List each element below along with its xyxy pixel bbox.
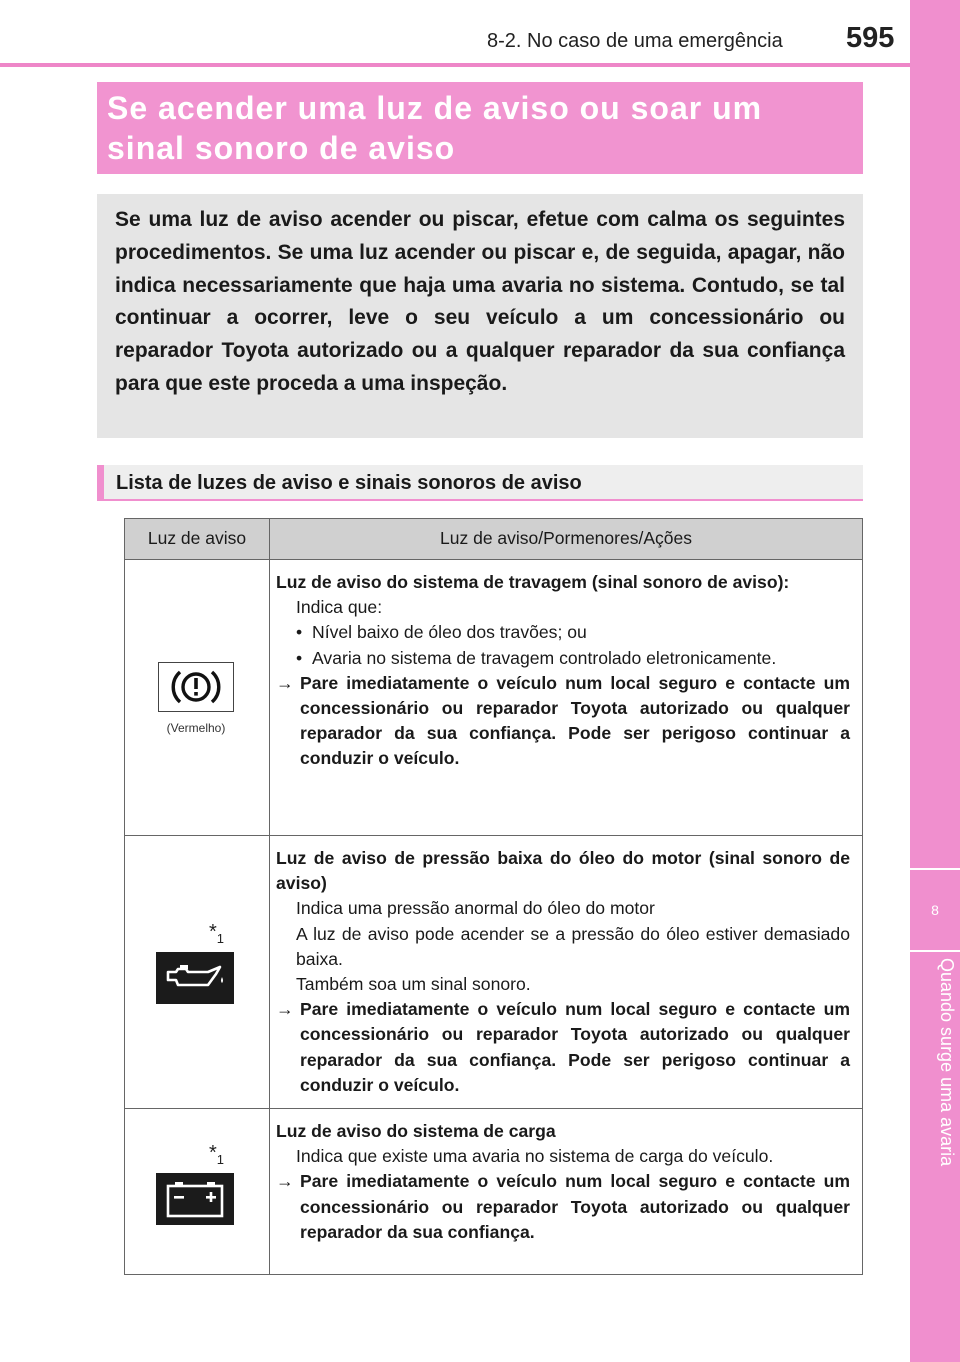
intro-paragraph: Se uma luz de aviso acender ou piscar, efetue com calma os seguintes procedimentos. Se uma luz acender ou piscar e, de seguida, apagar, não indica necessariamente que haja uma avaria no sistema. Contudo, se tal continuar a ocorrer, leve o seu veículo a um concessionário ou reparador Toyota autorizado ou a qualquer reparador da sua confiança para que este proceda a uma inspeção. bbox=[97, 194, 863, 438]
details-cell bbox=[270, 560, 863, 836]
icon-cell bbox=[125, 560, 270, 836]
brake-warning-icon bbox=[158, 662, 234, 712]
warning-title: Luz de aviso de pressão baixa do óleo do motor (sinal sonoro de aviso) bbox=[276, 848, 850, 894]
chapter-label: Quando surge uma avaria bbox=[937, 958, 957, 1167]
section-title bbox=[97, 82, 863, 174]
detail-line: A luz de aviso pode acender se a pressão do óleo estiver demasiado baixa. bbox=[296, 923, 850, 969]
details-cell bbox=[270, 1109, 863, 1275]
warning-title: Luz de aviso do sistema de carga bbox=[276, 1121, 556, 1142]
action-text: → Pare imediatamente o veículo num local seguro e contacte um concessionário ou reparador Toyota autorizado ou qualquer reparador da sua confiança. Pode ser perigoso continuar a conduzir o veículo. bbox=[276, 999, 850, 1095]
arrow-right-icon: → bbox=[276, 1171, 294, 1192]
column-header-light: Luz de aviso bbox=[125, 519, 270, 560]
list-subheading: Lista de luzes de aviso e sinais sonoros de aviso bbox=[97, 465, 863, 501]
action-text: → Pare imediatamente o veículo num local seguro e contacte um concessionário ou reparador Toyota autorizado ou qualquer reparador da sua confiança. Pode ser perigoso continuar a conduzir o veículo. bbox=[276, 672, 850, 769]
running-header-section: 8-2. No caso de uma emergência bbox=[487, 30, 783, 52]
oil-pressure-icon bbox=[156, 952, 234, 1004]
action-text: → Pare imediatamente o veículo num local seguro e contacte um concessionário ou reparador Toyota autorizado ou qualquer reparador da sua confiança. bbox=[276, 1171, 850, 1242]
bullet-icon: • bbox=[296, 647, 303, 668]
detail-line: Indica que: bbox=[296, 597, 383, 618]
warning-title: Luz de aviso do sistema de travagem (sinal sonoro de aviso): bbox=[276, 572, 790, 592]
detail-line: Também soa um sinal sonoro. bbox=[296, 974, 531, 995]
footnote-marker: $*_1$ bbox=[209, 921, 225, 946]
icon-caption: (Vermelho) bbox=[166, 721, 226, 735]
chapter-side-tab[interactable] bbox=[910, 0, 960, 1362]
section-title-line-1: Se acender uma luz de aviso ou soar um bbox=[107, 90, 763, 126]
icon-cell bbox=[125, 1109, 270, 1275]
header-divider bbox=[0, 63, 910, 67]
icon-cell bbox=[125, 836, 270, 1109]
arrow-right-icon: → bbox=[276, 672, 294, 693]
footnote-marker: $*_1$ bbox=[209, 1142, 225, 1168]
bullet-icon: • bbox=[296, 622, 303, 643]
detail-line: Indica uma pressão anormal do óleo do motor bbox=[296, 898, 655, 919]
detail-bullet: • Nível baixo de óleo dos travões; ou bbox=[276, 620, 850, 645]
section-title-line-2: sinal sonoro de aviso bbox=[107, 130, 456, 166]
table-row bbox=[125, 560, 863, 836]
page-number: 595 bbox=[846, 22, 895, 54]
detail-bullet: • Avaria no sistema de travagem controlado eletronicamente. bbox=[276, 646, 850, 671]
details-cell bbox=[270, 836, 863, 1109]
table-row bbox=[125, 836, 863, 1109]
table-row bbox=[125, 1109, 863, 1275]
battery-charge-icon bbox=[156, 1173, 234, 1225]
arrow-right-icon: → bbox=[276, 999, 294, 1020]
detail-line: Indica que existe uma avaria no sistema de carga do veículo. bbox=[296, 1146, 774, 1167]
chapter-number: 8 bbox=[910, 868, 960, 952]
column-header-details: Luz de aviso/Pormenores/Ações bbox=[270, 519, 863, 560]
table-header-row bbox=[125, 519, 863, 560]
warning-lights-table bbox=[124, 518, 863, 1275]
